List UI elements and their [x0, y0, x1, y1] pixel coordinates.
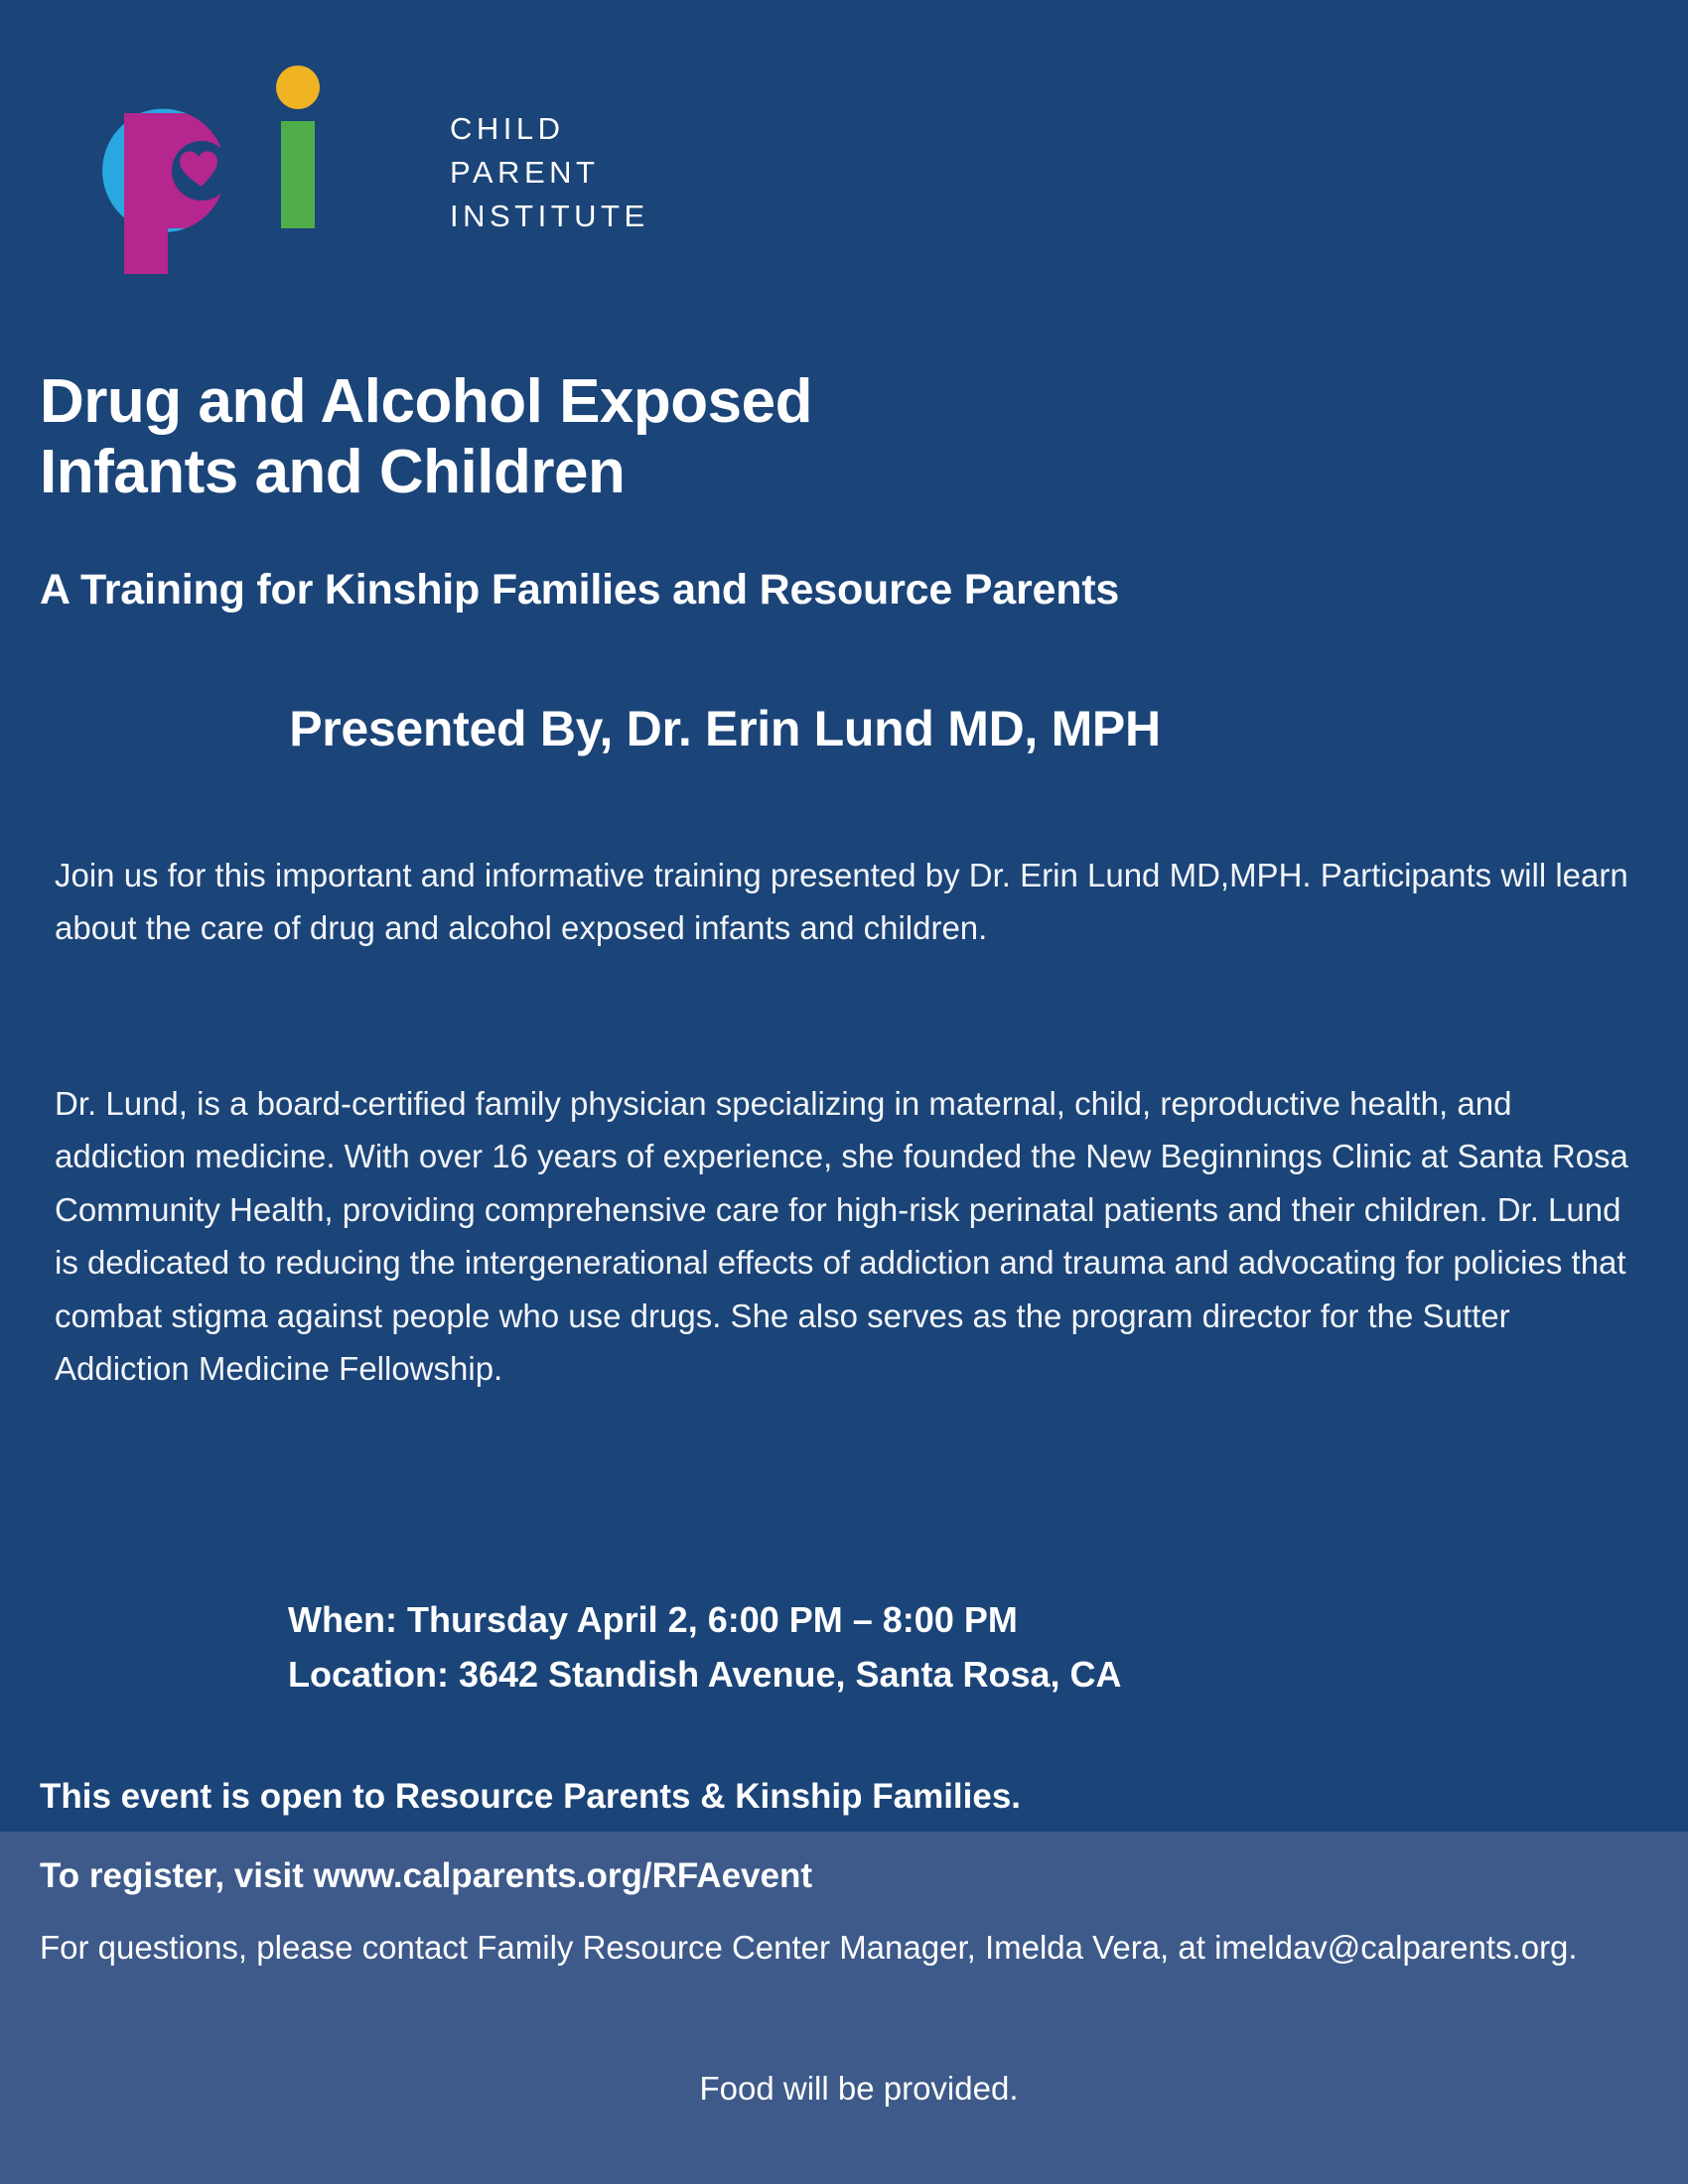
presenter-heading: Presented By, Dr. Erin Lund MD, MPH	[289, 701, 1161, 756]
food-note: Food will be provided.	[699, 2070, 1019, 2107]
title-line-2: Infants and Children	[40, 437, 626, 506]
intro-paragraph: Join us for this important and informative training presented by Dr. Erin Lund MD,MPH. Participants will learn about the care of drug and alcohol exposed infants and children.	[55, 857, 1628, 947]
logo-wordmark	[450, 107, 649, 238]
cpi-logo-icon	[55, 40, 392, 298]
title-line-1: Drug and Alcohol Exposed	[40, 367, 812, 436]
logo-word-parent: PARENT	[450, 155, 600, 191]
logo-word-child: CHILD	[450, 111, 565, 146]
page-subtitle: A Training for Kinship Families and Resource Parents	[40, 566, 1120, 614]
audience-note: This event is open to Resource Parents & Kinship Families.	[40, 1777, 1022, 1816]
event-location: Location: 3642 Standish Avenue, Santa Rosa, CA	[288, 1653, 1122, 1695]
bio-paragraph: Dr. Lund, is a board-certified family physician specializing in maternal, child, reproductive health, and addiction medicine. With over 16 years of experience, she founded the New Beginnings Clinic at Santa Rosa Community Health, providing comprehensive care for high-risk perinatal patients and their children. Dr. Lund is dedicated to reducing the intergenerational effects of addiction and trauma and advocating for policies that combat stigma against people who use drugs. She also serves as the program director for the Sutter Addiction Medicine Fellowship.	[55, 1085, 1628, 1388]
contact-note[interactable]: For questions, please contact Family Resource Center Manager, Imelda Vera, at imeldav@calparents.org.	[40, 1929, 1578, 1966]
logo-word-institute: INSTITUTE	[450, 199, 649, 234]
register-link[interactable]: To register, visit www.calparents.org/RFAevent	[40, 1856, 812, 1895]
event-when: When: Thursday April 2, 6:00 PM – 8:00 PM	[288, 1599, 1018, 1640]
logo-block	[55, 40, 750, 298]
event-details	[288, 1593, 1479, 1702]
page-title	[40, 367, 1648, 507]
